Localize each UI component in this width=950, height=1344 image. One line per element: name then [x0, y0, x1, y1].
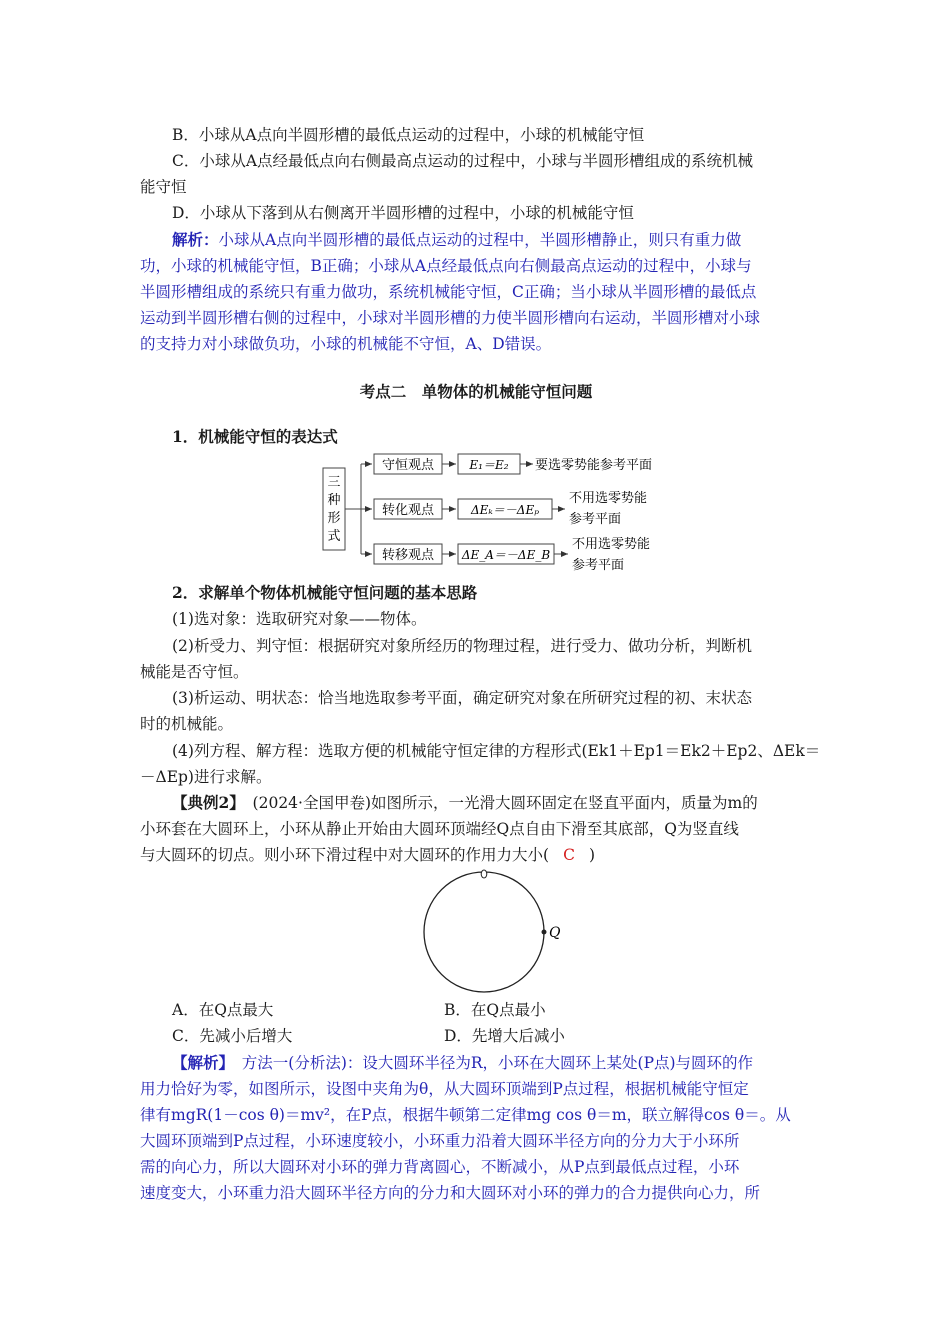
large-ring [424, 872, 544, 992]
answer-c: C [563, 846, 575, 864]
analysis1-line5: 的支持力对小球做负功，小球的机械能不守恒，A、D错误。 [140, 335, 552, 353]
step-4-line1: (4)列方程、解方程：选取方便的机械能守恒定律的方程形式(Ek1＋Ep1＝Ek2＋Ep2、ΔEk＝ [172, 742, 821, 760]
root-char-4: 式 [327, 529, 341, 544]
step-2-line2: 械能是否守恒。 [140, 663, 249, 681]
note-3a: 不用选零势能 [572, 537, 651, 552]
example2-tag: 【典例2】 [172, 793, 238, 812]
option-b-q2: B．在Q点最小 [444, 1001, 546, 1019]
note-3b: 参考平面 [572, 558, 625, 573]
label-q: Q [549, 925, 561, 941]
example2-line3: 与大圆环的切点。则小环下滑过程中对大圆环的作用力大小( C ) [140, 846, 595, 864]
step-4-line2: －ΔEp)进行求解。 [140, 768, 272, 786]
option-c-q1-line1: C．小球从A点经最低点向右侧最高点运动的过程中，小球与半圆形槽组成的系统机械 [172, 152, 754, 170]
step-2-line1: (2)析受力、判守恒：根据研究对象所经历的物理过程，进行受力、做功分析，判断机 [172, 637, 752, 655]
option-d-q1: D．小球从下落到从右侧离开半圆形槽的过程中，小球的机械能守恒 [172, 204, 634, 222]
option-b-q1: B．小球从A点向半圆形槽的最低点运动的过程中，小球的机械能守恒 [172, 126, 645, 144]
formula-3: ΔE_A＝－ΔE_B [461, 548, 551, 562]
step-3-line1: (3)析运动、明状态：恰当地选取参考平面，确定研究对象在所研究过程的初、末状态 [172, 689, 752, 707]
step-1: (1)选对象：选取研究对象——物体。 [172, 610, 427, 628]
analysis2-line4: 大圆环顶端到P点过程，小环速度较小，小环重力沿着大圆环半径方向的分力大于小环所 [140, 1132, 740, 1150]
item2-title: 2．求解单个物体机械能守恒问题的基本思路 [172, 583, 478, 602]
root-char-3: 形 [327, 511, 341, 526]
option-d-q2: D．先增大后减小 [444, 1027, 565, 1045]
example2-line1: 【典例2】 (2024·全国甲卷)如图所示，一光滑大圆环固定在竖直平面内，质量为m的 [172, 793, 758, 812]
analysis2-line5: 需的向心力，所以大圆环对小环的弹力背离圆心，不断减小，从P点到最低点过程，小环 [140, 1158, 740, 1176]
point-q [542, 930, 547, 935]
formula-2: ΔEₖ＝－ΔEₚ [470, 503, 540, 517]
analysis2-line6: 速度变大，小环重力沿大圆环半径方向的分力和大圆环对小环的弹力的合力提供向心力，所 [140, 1184, 761, 1202]
small-ring [481, 870, 487, 878]
section-title: 考点二 单物体的机械能守恒问题 [359, 382, 593, 401]
note-2a: 不用选零势能 [569, 491, 648, 506]
item1-title: 1．机械能守恒的表达式 [172, 427, 338, 446]
analysis1-line3: 半圆形槽组成的系统只有重力做功，系统机械能守恒，C正确；当小球从半圆形槽的最低点 [140, 283, 757, 301]
note-1: 要选零势能参考平面 [535, 458, 653, 473]
analysis1-line1: 解析：小球从A点向半圆形槽的最低点运动的过程中，半圆形槽静止，则只有重力做 [172, 230, 742, 249]
note-2b: 参考平面 [569, 512, 622, 527]
root-char-2: 种 [327, 493, 341, 508]
option-c-q1-line2: 能守恒 [140, 178, 187, 196]
option-a-q2: A．在Q点最大 [172, 1001, 274, 1019]
form-name-1: 守恒观点 [381, 458, 435, 473]
analysis2-line3: 律有mgR(1－cos θ)＝mv²，在P点，根据牛顿第二定律mg cos θ＝m，联立解得cos θ＝。从 [140, 1106, 791, 1124]
formula-1: E₁＝E₂ [469, 458, 509, 472]
example2-line2: 小环套在大圆环上，小环从静止开始由大圆环顶端经Q点自由下滑至其底部，Q为竖直线 [140, 820, 739, 838]
root-char-1: 三 [327, 475, 341, 490]
analysis1-label: 解析： [172, 230, 219, 249]
form-name-2: 转化观点 [381, 503, 435, 518]
form-name-3: 转移观点 [381, 548, 435, 563]
analysis1-line4: 运动到半圆形槽右侧的过程中，小球对半圆形槽的力使半圆形槽向右运动，半圆形槽对小球 [140, 309, 761, 327]
expression-diagram [318, 448, 678, 578]
analysis2-line2: 用力恰好为零，如图所示，设图中夹角为θ，从大圆环顶端到P点过程，根据机械能守恒定 [140, 1080, 749, 1098]
ring-figure [415, 866, 575, 996]
analysis2-label: 【解析】 [172, 1053, 227, 1072]
step-3-line2: 时的机械能。 [140, 715, 234, 733]
option-c-q2: C．先减小后增大 [172, 1027, 293, 1045]
analysis2-line1: 【解析】 方法一(分析法)：设大圆环半径为R，小环在大圆环上某处(P点)与圆环的作 [172, 1053, 754, 1072]
analysis1-line2: 功，小球的机械能守恒，B正确；小球从A点经最低点向右侧最高点运动的过程中，小球与 [140, 257, 752, 275]
